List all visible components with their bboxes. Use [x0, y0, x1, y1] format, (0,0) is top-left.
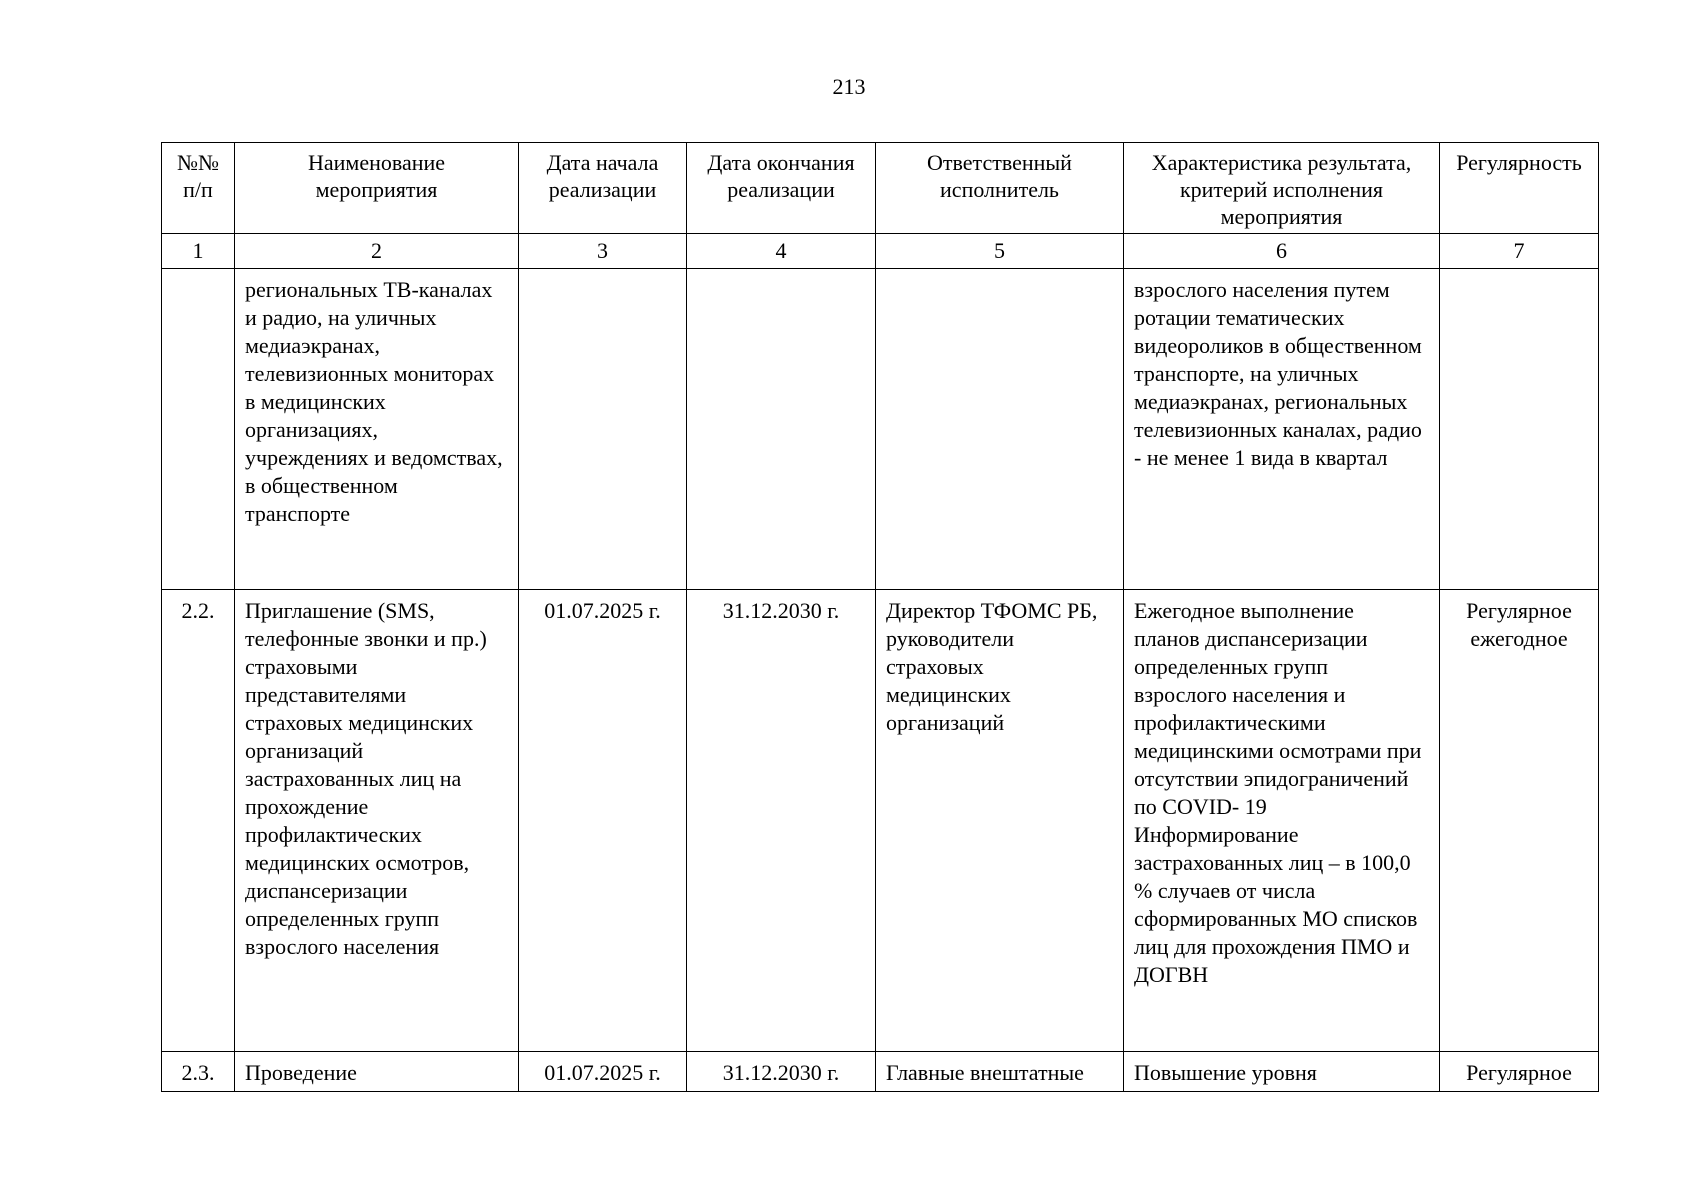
column-number: 4: [687, 234, 876, 269]
result-criteria: [1124, 1052, 1440, 1092]
responsible: [876, 1052, 1124, 1092]
header-responsible: Ответственный исполнитель: [876, 143, 1124, 234]
activity-name: [235, 1052, 519, 1092]
column-number-row: [162, 234, 1599, 269]
column-number: 7: [1440, 234, 1599, 269]
result-criteria-text: Повышение уровня: [1134, 1060, 1317, 1085]
start-date: 01.07.2025 г.: [519, 590, 687, 1052]
activity-name-text: региональных ТВ-каналах и радио, на уличных медиаэкранах, телевизионных мониторах в медицинских организациях, учреждениях и ведомствах, в общественном транспорте: [245, 277, 503, 526]
row-number: [162, 1052, 235, 1092]
action-plan-table: [161, 142, 1599, 1092]
column-number: 6: [1124, 234, 1440, 269]
header-result: Характеристика результата, критерий исполнения мероприятия: [1124, 143, 1440, 234]
header-activity-name: Наименование мероприятия: [235, 143, 519, 234]
header-start-date: Дата начала реализации: [519, 143, 687, 234]
row-number-text: 2.3.: [181, 1060, 215, 1085]
page-number: 213: [832, 74, 866, 99]
column-number: 3: [519, 234, 687, 269]
result-criteria: Ежегодное выполнение планов диспансеризации определенных групп взрослого населения и профилактическими медицинскими осмотрами при отсутствии эпидограничений по COVID- 19 Информирование застрахованных лиц – в 100,0 % случаев от числа сформированных МО списков лиц для прохождения ПМО и ДОГВН: [1124, 590, 1440, 1052]
activity-name: [235, 269, 519, 590]
responsible: [876, 269, 1124, 590]
responsible-text: Главные внештатные: [886, 1060, 1084, 1085]
regularity-text: Регулярное: [1466, 1060, 1572, 1085]
end-date: 31.12.2030 г.: [687, 590, 876, 1052]
activity-name-text: Проведение: [245, 1060, 357, 1085]
header-regularity: Регулярность: [1440, 143, 1599, 234]
table-row: [162, 1052, 1599, 1092]
row-number: 2.2.: [162, 590, 235, 1052]
regularity: Регулярное ежегодное: [1440, 590, 1599, 1052]
regularity: [1440, 269, 1599, 590]
responsible: Директор ТФОМС РБ, руководители страховых медицинских организаций: [876, 590, 1124, 1052]
table-header-row: [162, 143, 1599, 234]
result-criteria-text: взрослого населения путем ротации тематических видеороликов в общественном транспорте, на уличных медиаэкранах, региональных телевизионных каналах, радио - не менее 1 вида в квартал: [1134, 277, 1422, 470]
column-number: 2: [235, 234, 519, 269]
end-date-text: 31.12.2030 г.: [722, 1060, 840, 1085]
start-date: [519, 269, 687, 590]
end-date: [687, 1052, 876, 1092]
table-row: [162, 590, 1599, 1052]
row-number: [162, 269, 235, 590]
regularity: [1440, 1052, 1599, 1092]
start-date-text: 01.07.2025 г.: [544, 1060, 661, 1085]
header-number: №№ п/п: [162, 143, 235, 234]
column-number: 5: [876, 234, 1124, 269]
activity-name: Приглашение (SMS, телефонные звонки и пр.) страховыми представителями страховых медицинских организаций застрахованных лиц на прохождение профилактических медицинских осмотров, диспансеризации определенных групп взрослого населения: [235, 590, 519, 1052]
start-date: [519, 1052, 687, 1092]
result-criteria: [1124, 269, 1440, 590]
table-row: [162, 269, 1599, 590]
column-number: 1: [162, 234, 235, 269]
header-end-date: Дата окончания реализации: [687, 143, 876, 234]
end-date: [687, 269, 876, 590]
